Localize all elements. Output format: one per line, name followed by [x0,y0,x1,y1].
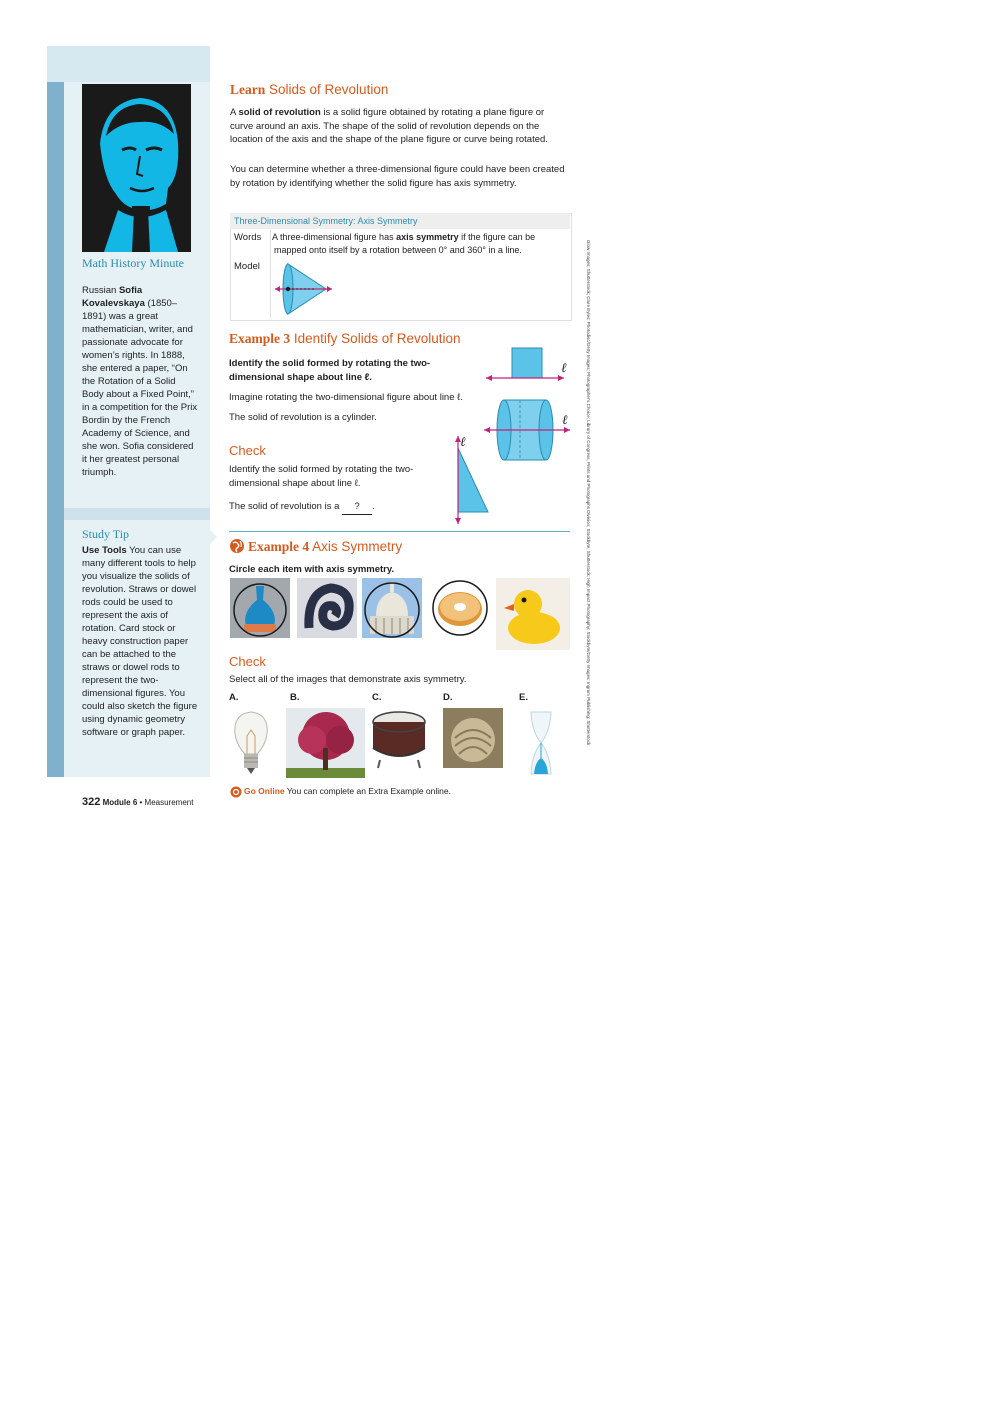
check-2-prompt: Select all of the images that demonstrate axis symmetry. [229,674,467,685]
choice-b-letter: B. [290,692,300,703]
globe-icon [229,538,245,554]
sidebar-top-bar [47,46,210,82]
symmetry-table-header: Three-Dimensional Symmetry: Axis Symmetry [230,213,570,229]
photo-credits: Glow Images; Shutterstock; Clare Eyles; Photodisc/Getty Images; Photographer's Choice; Library of Congress, Prints and Photographs Division; Stockbyte; Shutterstock; High Impact Photography; Stockbyte/Getty Images; Ingram Publishing; Shutterstock [586,240,591,746]
table-column-divider [270,230,271,318]
sidebar-notch [208,528,217,546]
rubber-duck-image[interactable] [496,578,570,650]
check-2-title: Check [229,654,266,669]
axis-label-2: ℓ [562,412,568,427]
choice-e-letter: E. [519,692,528,703]
math-history-text: Russian Sofia Kovalevskaya (1850–1891) was a great mathematician, writer, and passionate advocate for women’s rights. In 1888, she entered a paper, “On the Rotation of a Solid Body about a Fixed Point,” in a competition for the Prix Bordin by the French Academy of Science, and she won. Sofia considered it her greatest personal triumph. [82,285,198,478]
capitol-dome-image[interactable] [362,578,422,638]
answer-blank[interactable]: ? [342,500,372,515]
example-3-prompt: Identify the solid formed by rotating the two-dimensional shape about line ℓ. [229,358,431,383]
study-tip-heading: Study Tip [82,527,130,541]
go-online-link[interactable]: Go Online You can complete an Extra Example online. [244,786,451,796]
axis-label-1: ℓ [561,360,567,375]
axis-label-3: ℓ [460,434,466,449]
example-3-title: Example 3 Identify Solids of Revolution [229,331,461,346]
cone-model [274,262,336,316]
example-4-prompt: Circle each item with axis symmetry. [229,564,395,575]
choice-b-tree-image[interactable] [286,708,365,778]
math-history-heading: Math History Minute [82,256,184,270]
page-footer: 322 Module 6 • Measurement [82,796,194,808]
go-online-icon[interactable] [230,785,242,797]
sculpture-image[interactable] [297,578,357,638]
study-tip-text: Use Tools You can use many different tools to help you visualize the solids of revolution. Straws or dowel rods could be used to represent the axis of rotation. Card stock or heavy construction paper can be attached to the straws or dowel rods to represent the two-dimensional figures. You could also sketch the figure using dynamic geometry software or graph paper. [82,545,198,738]
check-1-title: Check [229,443,266,458]
learn-paragraph-2: You can determine whether a three-dimensional figure could have been created by rotation by identifying whether the solid figure has axis symmetry. [230,164,565,189]
check-1-answer: The solid of revolution is a ? . [229,500,429,515]
choice-e-hourglass-image[interactable] [526,708,556,778]
words-definition: A three-dimensional figure has axis symmetry if the figure can be mapped onto itself by a rotation between 0° and 360° in a line. [272,232,536,255]
cylinder-figure [480,394,576,466]
choice-c-drum-image[interactable] [370,708,428,770]
check-1-prompt: Identify the solid formed by rotating the two-dimensional shape about line ℓ. [229,464,414,489]
learn-paragraph-1: A solid of revolution is a solid figure obtained by rotating a plane figure or curve around an axis. The shape of the solid of revolution depends on the location of the axis and the shape of the plane figure or curve being rotated. [230,107,548,145]
example-3-step-2: The solid of revolution is a cylinder. [229,412,377,423]
donut-image[interactable] [430,578,490,638]
kovalevskaya-portrait [82,84,191,252]
sidebar-divider [64,508,210,520]
example-3-step-1: Imagine rotating the two-dimensional figure about line ℓ. [229,392,463,403]
section-rule [229,531,570,532]
sidebar-stripe [47,82,64,777]
choice-c-letter: C. [372,692,382,703]
choice-d-letter: D. [443,692,453,703]
choice-a-letter: A. [229,692,239,703]
triangle-rotation-figure [450,434,494,526]
model-label: Model [234,261,260,272]
choice-a-light-bulb-image[interactable] [229,708,273,778]
choice-d-armadillo-image[interactable] [443,708,503,768]
vase-image[interactable] [230,578,290,638]
example-4-title: Example 4 Axis Symmetry [248,539,403,554]
words-label: Words [234,232,262,243]
learn-title: Learn Solids of Revolution [230,82,389,97]
